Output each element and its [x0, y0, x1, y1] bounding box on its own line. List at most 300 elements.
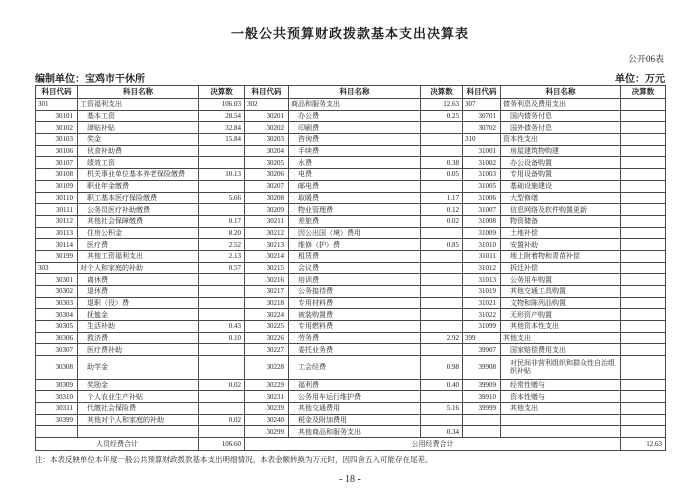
cell-subject-code: 31099	[463, 321, 501, 333]
table-row	[36, 145, 666, 157]
table-row	[36, 403, 666, 415]
cell-subject-name: 租赁费	[289, 250, 421, 262]
cell-amount	[621, 332, 666, 344]
table-row	[36, 215, 666, 227]
cell-subject-name: 维修（护）费	[289, 239, 421, 251]
table-row	[36, 157, 666, 169]
table-row	[36, 227, 666, 239]
cell-subject-name: 机关事业单位基本养老保险缴费	[78, 169, 199, 181]
cell-amount: 0.10	[199, 332, 245, 344]
cell-subject-name: 商品和服务支出	[289, 99, 421, 111]
table-row	[36, 344, 666, 356]
cell-subject-name: 债务利息及费用支出	[501, 99, 621, 111]
cell-subject-code: 30207	[245, 180, 289, 192]
cell-subject-name: 救济费	[78, 332, 199, 344]
cell-subject-name: 物业管理费	[289, 204, 421, 216]
cell-subject-code: 30701	[463, 110, 501, 122]
cell-subject-code: 30209	[245, 204, 289, 216]
table-row	[36, 356, 666, 380]
cell-amount	[421, 227, 463, 239]
cell-subject-code: 30240	[245, 414, 289, 426]
cell-amount	[621, 391, 666, 403]
cell-amount: 0.43	[199, 321, 245, 333]
table-code-label: 公开06表	[627, 54, 664, 64]
cell-subject-code: 39908	[463, 356, 501, 380]
cell-amount: 0.57	[199, 262, 245, 274]
cell-subject-code: 30301	[36, 274, 78, 286]
cell-amount: 0.25	[421, 110, 463, 122]
cell-subject-name	[78, 426, 199, 438]
cell-subject-code: 30103	[36, 134, 78, 146]
cell-amount	[421, 134, 463, 146]
cell-subject-name: 房屋建筑物购建	[501, 145, 621, 157]
cell-amount	[621, 403, 666, 415]
cell-amount: 5.66	[199, 192, 245, 204]
cell-amount	[621, 297, 666, 309]
cell-amount	[621, 145, 666, 157]
cell-subject-name: 工资福利支出	[78, 99, 199, 111]
cell-subject-code: 30302	[36, 286, 78, 298]
cell-amount	[421, 344, 463, 356]
table-row	[36, 192, 666, 204]
cell-subject-name: 拆迁补偿	[501, 262, 621, 274]
cell-amount: 15.84	[199, 134, 245, 146]
cell-amount: 0.12	[421, 204, 463, 216]
cell-subject-code: 30201	[245, 110, 289, 122]
cell-subject-code: 30212	[245, 227, 289, 239]
cell-subject-name: 无形资产购置	[501, 309, 621, 321]
cell-subject-name: 国内债务付息	[501, 110, 621, 122]
cell-amount	[621, 157, 666, 169]
cell-subject-name: 公务员医疗补助缴费	[78, 204, 199, 216]
cell-subject-code: 30211	[245, 215, 289, 227]
cell-subject-name: 会议费	[289, 262, 421, 274]
cell-subject-code: 31002	[463, 157, 501, 169]
cell-amount	[621, 239, 666, 251]
cell-subject-code: 31013	[463, 274, 501, 286]
column-header: 科目代码	[36, 86, 78, 99]
cell-subject-code: 30231	[245, 391, 289, 403]
column-header: 决算数	[621, 86, 666, 99]
cell-subject-name: 其他工资福利支出	[78, 250, 199, 262]
cell-subject-code: 31019	[463, 286, 501, 298]
cell-subject-name: 对个人和家庭的补助	[78, 262, 199, 274]
cell-subject-code: 39907	[463, 344, 501, 356]
cell-subject-name: 福利费	[289, 379, 421, 391]
cell-subject-code: 30205	[245, 157, 289, 169]
cell-subject-code: 31011	[463, 250, 501, 262]
table-row	[36, 309, 666, 321]
cell-subject-name: 其他商品和服务支出	[289, 426, 421, 438]
cell-subject-code: 30225	[245, 321, 289, 333]
cell-subject-code: 39909	[463, 379, 501, 391]
table-row	[36, 286, 666, 298]
cell-amount	[621, 192, 666, 204]
cell-subject-code: 30203	[245, 134, 289, 146]
cell-subject-name: 生活补助	[78, 321, 199, 333]
cell-subject-code: 30306	[36, 332, 78, 344]
cell-amount	[621, 344, 666, 356]
cell-amount: 10.13	[199, 169, 245, 181]
cell-subject-name: 被装购置费	[289, 309, 421, 321]
cell-subject-code: 30199	[36, 250, 78, 262]
cell-subject-name: 离休费	[78, 274, 199, 286]
cell-amount	[621, 262, 666, 274]
cell-amount: 0.38	[421, 157, 463, 169]
cell-subject-name: 专用设备购置	[501, 169, 621, 181]
cell-amount	[621, 321, 666, 333]
cell-amount	[199, 145, 245, 157]
personnel-total-label: 人员经费合计	[36, 438, 199, 451]
cell-amount: 32.84	[199, 122, 245, 134]
cell-amount: 0.05	[421, 169, 463, 181]
cell-subject-name: 国外债务付息	[501, 122, 621, 134]
cell-subject-code: 399	[463, 332, 501, 344]
cell-amount	[621, 169, 666, 181]
cell-amount: 0.02	[421, 215, 463, 227]
cell-subject-name: 公务用车购置	[501, 274, 621, 286]
cell-subject-code: 30204	[245, 145, 289, 157]
cell-subject-code: 31005	[463, 180, 501, 192]
cell-amount	[199, 180, 245, 192]
cell-subject-code	[36, 426, 78, 438]
cell-subject-name: 伙食补助费	[78, 145, 199, 157]
cell-subject-name: 专用材料费	[289, 297, 421, 309]
cell-amount: 0.98	[421, 356, 463, 380]
cell-subject-code: 310	[463, 134, 501, 146]
cell-subject-name: 住房公积金	[78, 227, 199, 239]
cell-subject-code: 30303	[36, 297, 78, 309]
cell-subject-code: 30305	[36, 321, 78, 333]
cell-subject-name: 安置补助	[501, 239, 621, 251]
cell-amount: 0.34	[421, 426, 463, 438]
column-header: 科目代码	[245, 86, 289, 99]
cell-subject-code: 30299	[245, 426, 289, 438]
cell-subject-code: 30218	[245, 297, 289, 309]
cell-subject-code: 30114	[36, 239, 78, 251]
cell-amount	[621, 356, 666, 380]
cell-subject-name: 代缴社会保险费	[78, 403, 199, 415]
cell-amount	[199, 344, 245, 356]
cell-subject-code: 30112	[36, 215, 78, 227]
cell-amount: 8.20	[199, 227, 245, 239]
cell-amount	[621, 180, 666, 192]
cell-subject-code: 302	[245, 99, 289, 111]
cell-subject-code: 31006	[463, 192, 501, 204]
cell-amount: 12.63	[421, 99, 463, 111]
cell-subject-name: 文物和陈列品购置	[501, 297, 621, 309]
cell-subject-name: 物资储备	[501, 215, 621, 227]
cell-amount: 28.54	[199, 110, 245, 122]
cell-subject-name: 委托业务费	[289, 344, 421, 356]
cell-amount	[421, 180, 463, 192]
cell-amount: 2.52	[199, 239, 245, 251]
cell-amount	[621, 204, 666, 216]
cell-subject-code: 31003	[463, 169, 501, 181]
cell-subject-name: 印刷费	[289, 122, 421, 134]
cell-amount	[199, 391, 245, 403]
cell-subject-name	[501, 426, 621, 438]
table-note: 注：本表反映单位本年度一般公共预算财政拨款基本支出明细情况。本表金额转换为万元时，因四舍五入可能存在尾差。	[35, 455, 433, 464]
meta-row	[35, 70, 665, 85]
cell-amount	[199, 426, 245, 438]
cell-subject-name: 电费	[289, 169, 421, 181]
cell-subject-code: 30206	[245, 169, 289, 181]
cell-amount	[421, 286, 463, 298]
public-total-label: 公用经费合计	[245, 438, 621, 451]
cell-subject-name: 奖励金	[78, 379, 199, 391]
cell-subject-code: 30214	[245, 250, 289, 262]
cell-subject-name: 其他支出	[501, 332, 621, 344]
cell-amount	[621, 426, 666, 438]
cell-amount: 1.17	[421, 192, 463, 204]
column-header: 科目代码	[463, 86, 501, 99]
cell-subject-name: 因公出国（境）费用	[289, 227, 421, 239]
cell-subject-code: 30202	[245, 122, 289, 134]
table-row	[36, 134, 666, 146]
cell-subject-code: 30228	[245, 356, 289, 380]
cell-subject-name: 基础设施建设	[501, 180, 621, 192]
cell-subject-name	[501, 414, 621, 426]
cell-subject-code: 31021	[463, 297, 501, 309]
cell-amount	[621, 274, 666, 286]
cell-subject-code: 31009	[463, 227, 501, 239]
cell-subject-code: 30399	[36, 414, 78, 426]
cell-subject-name: 其他支出	[501, 403, 621, 415]
cell-amount: 2.92	[421, 332, 463, 344]
cell-subject-code: 30229	[245, 379, 289, 391]
cell-subject-name: 职业年金缴费	[78, 180, 199, 192]
cell-amount	[421, 262, 463, 274]
cell-subject-name: 资本性支出	[501, 134, 621, 146]
cell-amount: 0.02	[199, 414, 245, 426]
table-row	[36, 204, 666, 216]
cell-subject-code: 30109	[36, 180, 78, 192]
table-row	[36, 297, 666, 309]
cell-subject-code: 30308	[36, 356, 78, 380]
personnel-total-value: 106.60	[199, 438, 245, 451]
table-row	[36, 391, 666, 403]
cell-subject-code: 30224	[245, 309, 289, 321]
cell-amount	[421, 250, 463, 262]
cell-amount	[621, 227, 666, 239]
cell-amount: 2.13	[199, 250, 245, 262]
cell-subject-name: 助学金	[78, 356, 199, 380]
cell-amount: 0.17	[199, 215, 245, 227]
cell-subject-name: 手续费	[289, 145, 421, 157]
cell-amount: 0.40	[421, 379, 463, 391]
cell-subject-code: 30107	[36, 157, 78, 169]
page-title: 一般公共预算财政拨款基本支出决算表	[230, 26, 469, 41]
cell-subject-code: 30111	[36, 204, 78, 216]
cell-subject-name: 对民间非营利组织和群众性自治组织补贴	[501, 356, 621, 380]
cell-subject-code: 30216	[245, 274, 289, 286]
table-row	[36, 414, 666, 426]
cell-subject-name: 津贴补贴	[78, 122, 199, 134]
cell-amount	[199, 403, 245, 415]
cell-amount: 0.02	[199, 379, 245, 391]
expenditure-table	[35, 85, 666, 451]
cell-subject-code: 30106	[36, 145, 78, 157]
table-row	[36, 239, 666, 251]
cell-amount	[621, 215, 666, 227]
cell-subject-code: 31007	[463, 204, 501, 216]
cell-subject-code: 303	[36, 262, 78, 274]
table-row	[36, 426, 666, 438]
cell-subject-name: 其他对个人和家庭的补助	[78, 414, 199, 426]
cell-subject-name: 退职（役）费	[78, 297, 199, 309]
column-header: 科目名称	[501, 86, 621, 99]
cell-subject-name: 基本工资	[78, 110, 199, 122]
cell-subject-name: 水费	[289, 157, 421, 169]
table-row	[36, 274, 666, 286]
cell-amount	[199, 297, 245, 309]
cell-subject-name: 绩效工资	[78, 157, 199, 169]
table-row	[36, 250, 666, 262]
column-header: 科目名称	[289, 86, 421, 99]
cell-subject-code: 39910	[463, 391, 501, 403]
cell-subject-name: 个人农业生产补贴	[78, 391, 199, 403]
table-row	[36, 169, 666, 181]
cell-amount	[421, 274, 463, 286]
cell-subject-name: 资本性赠与	[501, 391, 621, 403]
cell-amount: 5.16	[421, 403, 463, 415]
cell-subject-code: 31001	[463, 145, 501, 157]
cell-subject-name: 取暖费	[289, 192, 421, 204]
cell-subject-code	[463, 426, 501, 438]
cell-amount	[621, 110, 666, 122]
cell-subject-code: 30208	[245, 192, 289, 204]
cell-subject-code: 30217	[245, 286, 289, 298]
cell-subject-name: 公务接待费	[289, 286, 421, 298]
table-row	[36, 99, 666, 111]
cell-amount	[621, 99, 666, 111]
cell-amount	[621, 122, 666, 134]
cell-subject-name: 地上附着物和青苗补偿	[501, 250, 621, 262]
cell-subject-name: 其他交通费用	[289, 403, 421, 415]
table-row	[36, 332, 666, 344]
table-row	[36, 262, 666, 274]
cell-subject-code: 30227	[245, 344, 289, 356]
cell-subject-code: 30213	[245, 239, 289, 251]
column-header: 科目名称	[78, 86, 199, 99]
cell-amount	[421, 414, 463, 426]
table-row	[36, 122, 666, 134]
cell-subject-code: 30102	[36, 122, 78, 134]
cell-amount	[621, 309, 666, 321]
cell-subject-name: 其他资本性支出	[501, 321, 621, 333]
cell-subject-name: 其他交通工具购置	[501, 286, 621, 298]
cell-subject-code: 30307	[36, 344, 78, 356]
cell-amount	[199, 204, 245, 216]
cell-amount: 106.03	[199, 99, 245, 111]
cell-subject-code: 30702	[463, 122, 501, 134]
cell-subject-name: 土地补偿	[501, 227, 621, 239]
cell-amount	[621, 379, 666, 391]
cell-subject-code: 30113	[36, 227, 78, 239]
cell-amount	[421, 321, 463, 333]
cell-subject-name: 奖金	[78, 134, 199, 146]
cell-amount	[199, 309, 245, 321]
cell-subject-name: 医疗费补助	[78, 344, 199, 356]
cell-subject-name: 邮电费	[289, 180, 421, 192]
cell-subject-code: 31008	[463, 215, 501, 227]
cell-amount	[421, 391, 463, 403]
cell-subject-name: 咨询费	[289, 134, 421, 146]
cell-amount: 0.85	[421, 239, 463, 251]
column-header: 决算数	[199, 86, 245, 99]
cell-amount	[621, 414, 666, 426]
org-label: 编制单位：宝鸡市干休所	[35, 74, 145, 85]
cell-amount	[421, 122, 463, 134]
cell-subject-code: 30215	[245, 262, 289, 274]
cell-amount	[621, 250, 666, 262]
cell-amount	[199, 274, 245, 286]
cell-subject-code: 30310	[36, 391, 78, 403]
cell-amount	[199, 356, 245, 380]
cell-amount	[421, 145, 463, 157]
table-row	[36, 321, 666, 333]
cell-amount	[199, 286, 245, 298]
table-row	[36, 379, 666, 391]
cell-subject-code: 30108	[36, 169, 78, 181]
cell-subject-code: 30311	[36, 403, 78, 415]
cell-subject-name: 办公设备购置	[501, 157, 621, 169]
cell-subject-code: 301	[36, 99, 78, 111]
cell-subject-code: 31010	[463, 239, 501, 251]
cell-subject-name: 办公费	[289, 110, 421, 122]
cell-subject-code: 31022	[463, 309, 501, 321]
cell-subject-name: 其他社会保障缴费	[78, 215, 199, 227]
cell-subject-name: 差旅费	[289, 215, 421, 227]
cell-subject-code: 30226	[245, 332, 289, 344]
cell-amount	[621, 134, 666, 146]
cell-subject-name: 职工基本医疗保险缴费	[78, 192, 199, 204]
column-header: 决算数	[421, 86, 463, 99]
cell-subject-name: 经常性赠与	[501, 379, 621, 391]
table-row	[36, 180, 666, 192]
cell-subject-name: 公务用车运行维护费	[289, 391, 421, 403]
cell-subject-name: 信息网络及软件购置更新	[501, 204, 621, 216]
cell-amount	[621, 286, 666, 298]
table-row	[36, 110, 666, 122]
cell-subject-name: 税金及附加费用	[289, 414, 421, 426]
cell-subject-code: 31012	[463, 262, 501, 274]
table-header-row	[36, 86, 666, 99]
cell-amount	[199, 157, 245, 169]
cell-subject-code: 30110	[36, 192, 78, 204]
table-footer-row	[36, 438, 666, 451]
cell-subject-code: 30304	[36, 309, 78, 321]
cell-subject-code: 30101	[36, 110, 78, 122]
cell-subject-code: 307	[463, 99, 501, 111]
cell-amount	[421, 309, 463, 321]
public-total-value: 12.63	[621, 438, 666, 451]
cell-subject-name: 国家赔偿费用支出	[501, 344, 621, 356]
cell-subject-name: 培训费	[289, 274, 421, 286]
cell-subject-code: 39999	[463, 403, 501, 415]
cell-subject-name: 抚恤金	[78, 309, 199, 321]
cell-subject-code: 30239	[245, 403, 289, 415]
cell-subject-code: 30309	[36, 379, 78, 391]
page-number: - 18 -	[339, 474, 361, 485]
cell-amount	[421, 297, 463, 309]
unit-label: 单位：万元	[615, 74, 665, 85]
cell-subject-name: 劳务费	[289, 332, 421, 344]
cell-subject-name: 专用燃料费	[289, 321, 421, 333]
cell-subject-name: 医疗费	[78, 239, 199, 251]
cell-subject-name: 退休费	[78, 286, 199, 298]
